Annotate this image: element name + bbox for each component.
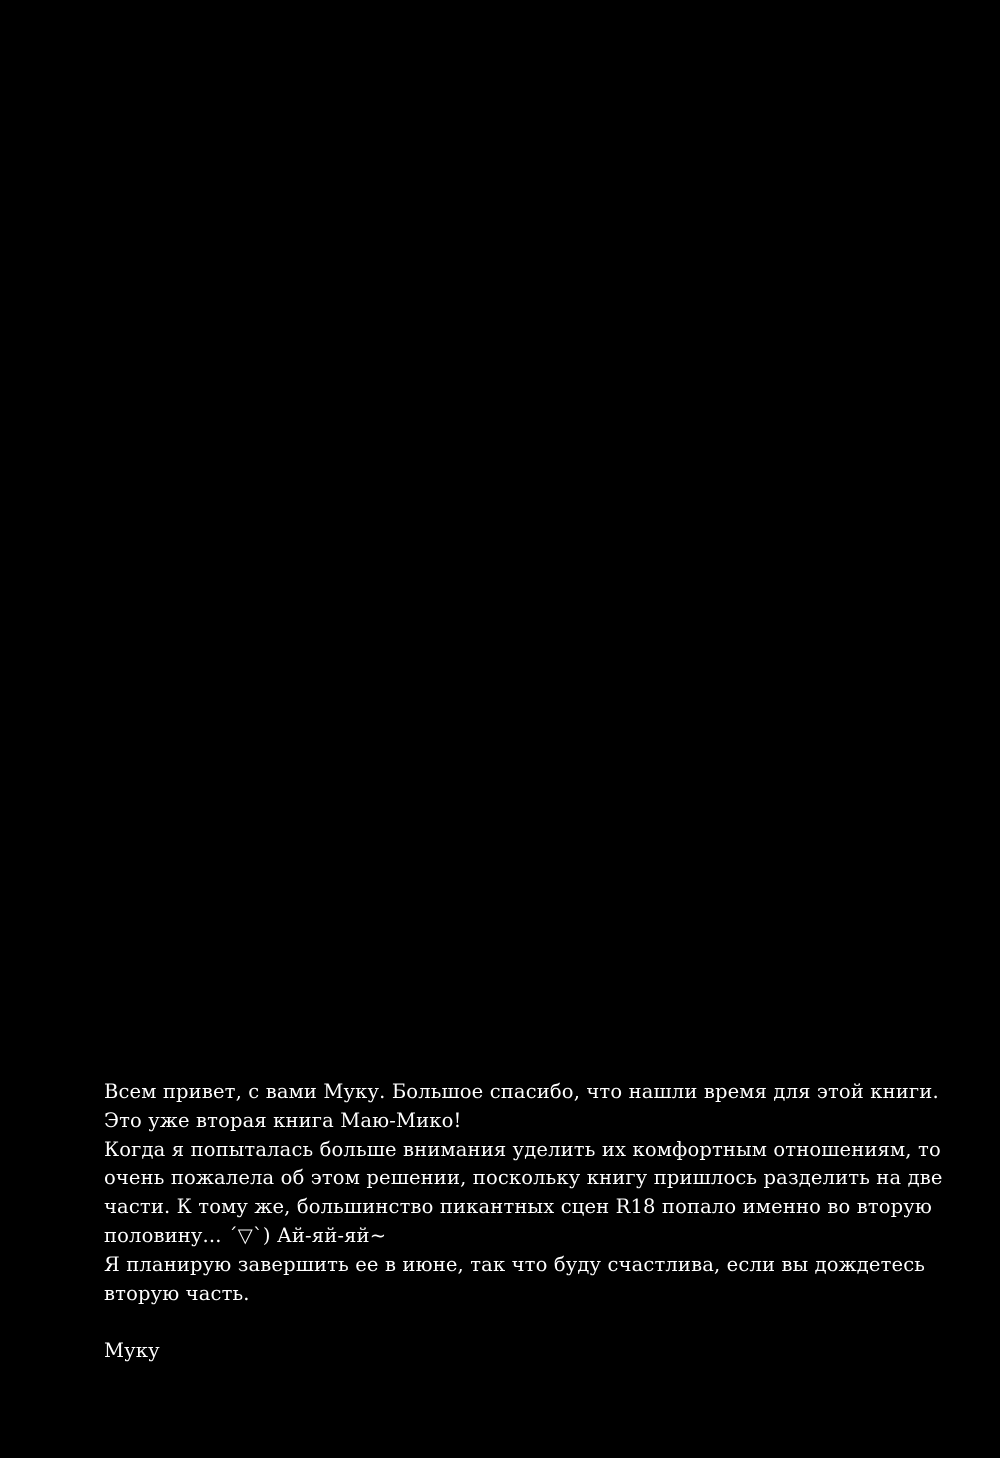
- afterword-line: очень пожалела об этом решении, поскольку книгу пришлось разделить на две: [104, 1166, 943, 1190]
- afterword-line: вторую часть.: [104, 1281, 250, 1305]
- author-signature: Муку: [104, 1339, 160, 1363]
- afterword-line: Это уже вторая книга Маю-Мико!: [104, 1108, 462, 1132]
- afterword-line: Когда я попыталась больше внимания уделить их комфортным отношениям, то: [104, 1137, 941, 1161]
- afterword-line: Я планирую завершить ее в июне, так что буду счастлива, если вы дождетесь: [104, 1252, 926, 1276]
- paragraph-spacer: [104, 1308, 924, 1337]
- afterword-line: половину... ´▽`) Ай-яй-яй~: [104, 1223, 387, 1247]
- afterword-line: части. К тому же, большинство пикантных сцен R18 попало именно во вторую: [104, 1195, 933, 1219]
- afterword-line: Всем привет, с вами Муку. Большое спасибо, что нашли время для этой книги.: [104, 1080, 939, 1103]
- afterword-text-block: [104, 1078, 943, 1366]
